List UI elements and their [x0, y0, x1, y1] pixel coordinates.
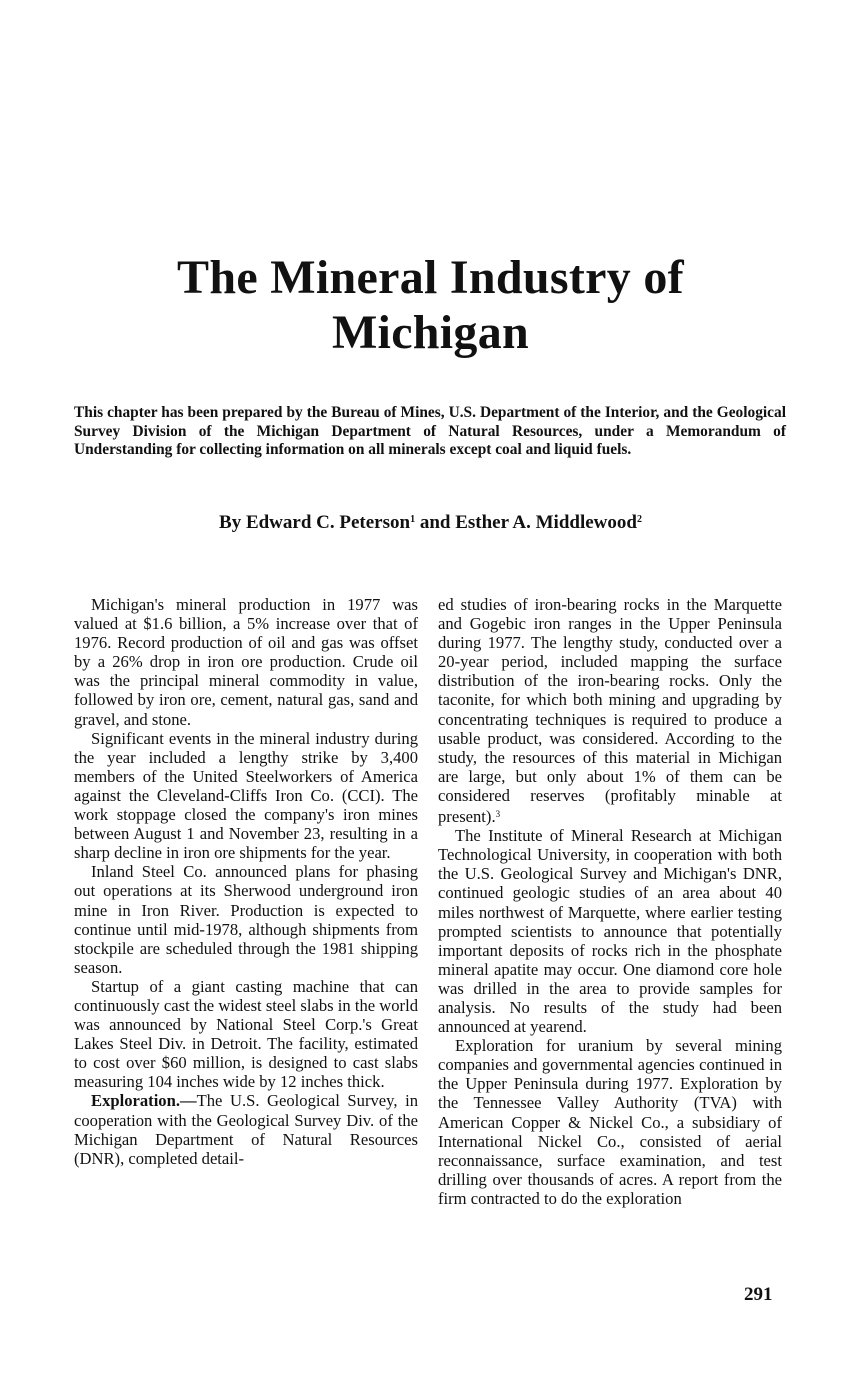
paragraph: Michigan's mineral production in 1977 was valued at $1.6 billion, a 5% increase over that of 1976. Record production of oil and gas was offset by a 26% drop in iron ore production. Crude oil was the principal mineral commodity in value, followed by iron ore, cement, natural gas, sand and gravel, and stone.	[74, 595, 418, 729]
paragraph-text: The U.S. Geological Survey, in cooperation with the Geological Survey Div. of the Michigan Department of Natural Resources (DNR), completed detail-	[74, 1091, 418, 1168]
paragraph: Significant events in the mineral industry during the year included a lengthy strike by 3,400 members of the United Steelworkers of America against the Cleveland-Cliffs Iron Co. (CCI). The work stoppage closed the company's iron mines between August 1 and November 23, resulting in a sharp decline in iron ore shipments for the year.	[74, 728, 418, 863]
footnote-ref-1: 1	[410, 514, 416, 525]
paragraph-text: ed studies of iron-bearing rocks in the Marquette and Gogebic iron ranges in the Upper Peninsula during 1977. The lengthy study, conducted over a 20-year period, included mapping the surface distribution of the iron-bearing rocks. Only the taconite, for which both mining and upgrading by concentrating techniques is required to produce a usable product, was considered. According to the study, the resources of this material in Michigan are large, but only about 1% of them can be considered reserves (profitably minable at present).	[438, 595, 782, 827]
byline-author-2: and Esther A. Middlewood	[415, 512, 637, 533]
left-column	[74, 595, 418, 1168]
title-line-1: The Mineral Industry of	[177, 251, 684, 304]
paragraph: The Institute of Mineral Research at Michigan Technological University, in cooperation with both the U.S. Geological Survey and Michigan's DNR, continued geologic studies of an area about 40 miles northwest of Marquette, where earlier testing prompted scientists to announce that potentially important deposits of rocks rich in the phosphate mineral apatite may occur. One diamond core hole was drilled in the area to provide samples for analysis. No results of the study had been announced at yearend.	[438, 826, 782, 1037]
paragraph: Exploration for uranium by several mining companies and governmental agencies continued in the Upper Peninsula during 1977. Exploration by the Tennessee Valley Authority (TVA) with American Copper & Nickel Co., a subsidiary of International Nickel Co., consisted of aerial reconnaissance, surface examination, and test drilling over thousands of acres. A report from the firm contracted to do the exploration	[438, 1036, 782, 1208]
section-heading-exploration: Exploration.—	[91, 1091, 197, 1111]
paragraph: Inland Steel Co. announced plans for phasing out operations at its Sherwood underground iron mine in Iron River. Production is expected to continue until mid-1978, although shipments from stockpile are scheduled through the 1981 shipping season.	[74, 862, 418, 977]
chapter-intro: This chapter has been prepared by the Bureau of Mines, U.S. Department of the Interior, and the Geological Survey Division of the Michigan Department of Natural Resources, under a Memorandum of Understanding for collecting information on all minerals except coal and liquid fuels.	[74, 404, 786, 458]
paragraph	[438, 595, 782, 826]
page-number: 291	[744, 1284, 773, 1305]
title-line-2: Michigan	[331, 306, 530, 359]
right-column	[438, 595, 782, 1208]
paragraph	[74, 1091, 418, 1167]
paragraph: Startup of a giant casting machine that can continuously cast the widest steel slabs in the world was announced by National Steel Corp.'s Great Lakes Steel Div. in Detroit. The facility, estimated to cost over $60 million, is designed to cast slabs measuring 104 inches wide by 12 inches thick.	[74, 976, 418, 1092]
byline-author-1: By Edward C. Peterson	[219, 512, 411, 533]
author-byline	[0, 512, 861, 534]
footnote-ref-2: 2	[636, 514, 642, 525]
footnote-ref-3: 3	[495, 809, 501, 820]
page-title	[0, 250, 861, 360]
